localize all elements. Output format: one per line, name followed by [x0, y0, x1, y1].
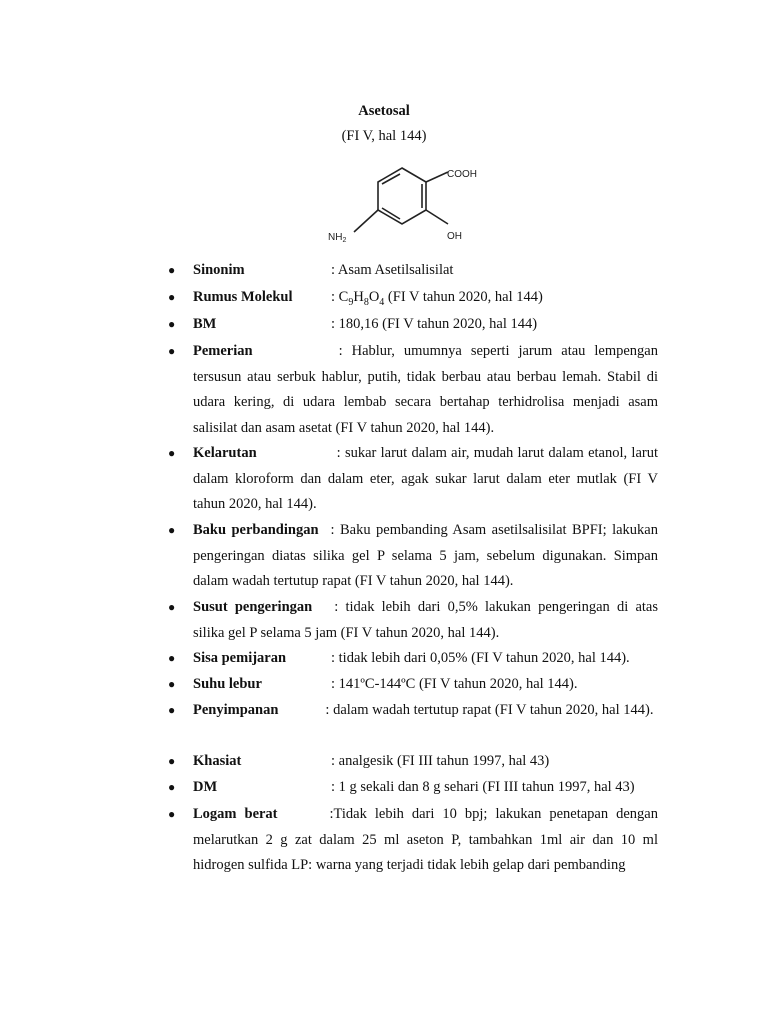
bullet: ●	[168, 703, 176, 717]
item-value: : tidak lebih dari 0,05% (FI V tahun 2020, hal 144).	[331, 650, 630, 666]
svg-text:NH2	[328, 232, 346, 244]
item-paragraph	[193, 698, 658, 724]
item-paragraph	[193, 802, 658, 879]
item-value: : Baku pembanding Asam asetilsalisilat BPFI; lakukan pengeringan diatas silika gel P selama 5 jam, sebelum digunakan. Simpan dalam wadah tertutup rapat (FI V tahun 2020, hal 144).	[193, 522, 658, 589]
item-value: : tidak lebih dari 0,5% lakukan pengeringan di atas silika gel P selama 5 jam (FI V tahun 2020, hal 144).	[193, 599, 658, 641]
benzene-ring	[378, 168, 426, 224]
item-value: : Asam Asetilsalisilat	[331, 262, 454, 278]
nh2-subscript: 2	[342, 237, 347, 244]
item-label: Suhu lebur	[193, 676, 262, 692]
item-label: Sinonim	[193, 262, 245, 278]
item-label: Sisa pemijaran	[193, 650, 287, 666]
bullet: ●	[168, 600, 176, 614]
item-paragraph	[193, 441, 658, 518]
item-value: :Tidak lebih dari 10 bpj; lakukan penetapan dengan melarutkan 2 g zat dalam 25 ml aseton P, tambahkan 1ml air dan 10 ml hidrogen sulfida LP: warna yang terjadi tidak lebih gelap dari pembanding	[193, 806, 658, 873]
item-value: : dalam wadah tertutup rapat (FI V tahun 2020, hal 144).	[325, 702, 654, 718]
item-value: : 180,16 (FI V tahun 2020, hal 144)	[331, 316, 538, 332]
bullet: ●	[168, 523, 176, 537]
item-label: Penyimpanan	[193, 702, 279, 718]
item-value: : analgesik (FI III tahun 1997, hal 43)	[331, 753, 550, 769]
cooh-label: COOH	[447, 169, 477, 180]
item-value: : 141ºC-144ºC (FI V tahun 2020, hal 144).	[331, 676, 578, 692]
item-value: : sukar larut dalam air, mudah larut dalam etanol, larut dalam kloroform dan dalam eter, agak sukar larut dalam eter mutlak (FI V tahun 2020, hal 144).	[193, 445, 658, 512]
item-label: Logam berat	[193, 806, 278, 822]
item-label: DM	[193, 779, 218, 795]
item-label: Khasiat	[193, 753, 242, 769]
document-title: Asetosal	[358, 103, 410, 119]
bullet: ●	[168, 780, 176, 794]
oh-label: OH	[447, 231, 462, 242]
item-value: : $C_9H_8O_4$ (FI V tahun 2020, hal 144)	[331, 289, 543, 308]
item-value: : 1 g sekali dan 8 g sehari (FI III tahun 1997, hal 43)	[331, 779, 635, 795]
item-paragraph	[193, 339, 658, 441]
bullet: ●	[168, 263, 176, 277]
bullet: ●	[168, 677, 176, 691]
item-label: Kelarutan	[193, 445, 257, 461]
bullet: ●	[168, 446, 176, 460]
item-value: : Hablur, umumnya seperti jarum atau lempengan tersusun atau serbuk hablur, putih, tidak berbau atau berbau lemah. Stabil di udara kering, di udara lembab secara bertahap terhidrolisa menjadi asam salisilat dan asam asetat (FI V tahun 2020, hal 144).	[193, 343, 658, 436]
bullet: ●	[168, 317, 176, 331]
item-label: BM	[193, 316, 217, 332]
item-paragraph	[193, 595, 658, 646]
nh2-label: NH	[328, 232, 343, 243]
item-paragraph	[193, 518, 658, 595]
item-label: Susut pengeringan	[193, 599, 313, 615]
item-label: Baku perbandingan	[193, 522, 319, 538]
document-subtitle: (FI V, hal 144)	[341, 128, 427, 144]
chemical-structure-diagram	[322, 160, 482, 248]
bullet: ●	[168, 290, 176, 304]
item-label: Rumus Molekul	[193, 289, 293, 305]
bullet: ●	[168, 344, 176, 358]
bullet: ●	[168, 651, 176, 665]
bullet: ●	[168, 754, 176, 768]
bullet: ●	[168, 807, 176, 821]
item-label: Pemerian	[193, 343, 253, 359]
